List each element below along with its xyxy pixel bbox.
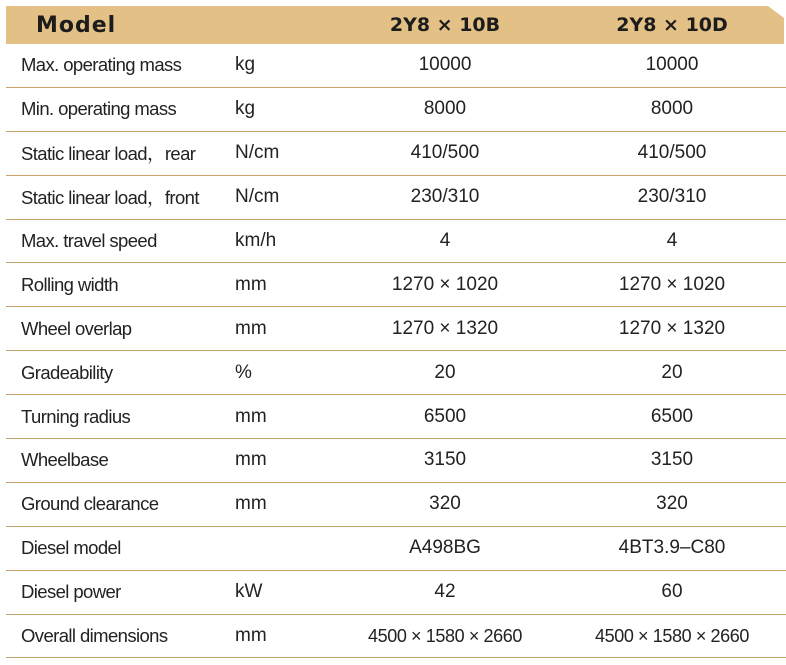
header-row bbox=[6, 6, 786, 44]
row-value-a: 8000 bbox=[423, 98, 467, 120]
header-model-a: 2Y8 × 10B bbox=[389, 14, 501, 36]
table-row bbox=[6, 483, 786, 527]
spec-rows bbox=[6, 44, 786, 658]
table-row bbox=[6, 88, 786, 132]
spec-table bbox=[6, 6, 786, 658]
row-label: Turning radius bbox=[21, 405, 131, 427]
row-value-b: 8000 bbox=[650, 98, 694, 120]
row-label: Overall dimensions bbox=[21, 625, 168, 647]
row-value-a: 6500 bbox=[423, 405, 467, 427]
table-row bbox=[6, 44, 786, 88]
row-value-a: 230/310 bbox=[410, 186, 480, 208]
row-unit: kg bbox=[235, 98, 256, 120]
row-unit: mm bbox=[235, 493, 267, 515]
row-value-b: 6500 bbox=[650, 405, 694, 427]
row-value-b: 4 bbox=[666, 230, 678, 251]
row-value-b: 410/500 bbox=[637, 142, 707, 164]
row-value-a: 320 bbox=[429, 493, 461, 515]
row-label: Min. operating mass bbox=[21, 98, 177, 120]
table-row bbox=[6, 263, 786, 307]
row-value-b: 320 bbox=[656, 493, 688, 515]
row-value-a: 20 bbox=[434, 361, 456, 383]
row-value-a: A498BG bbox=[409, 537, 481, 559]
row-label: Rolling width bbox=[21, 273, 119, 295]
row-label: Gradeability bbox=[21, 361, 113, 383]
row-unit: kg bbox=[235, 54, 256, 76]
row-value-b: 60 bbox=[661, 581, 683, 603]
row-unit: mm bbox=[235, 625, 267, 647]
row-label: Wheelbase bbox=[21, 449, 109, 471]
row-value-b: 3150 bbox=[650, 449, 694, 471]
row-label: Static linear load，front bbox=[21, 187, 199, 209]
row-label: Static linear load，rear bbox=[21, 143, 196, 165]
row-value-a: 410/500 bbox=[410, 142, 480, 164]
row-value-b: 230/310 bbox=[637, 186, 707, 208]
row-value-a: 42 bbox=[434, 581, 456, 603]
row-value-b: 20 bbox=[661, 361, 683, 383]
row-value-a: 4 bbox=[439, 230, 451, 251]
row-label: Wheel overlap bbox=[21, 317, 132, 339]
header-model-label: Model bbox=[36, 12, 117, 38]
row-unit: km/h bbox=[235, 230, 277, 251]
row-value-a: 4500 × 1580 × 2660 bbox=[368, 625, 522, 646]
row-value-b: 1270 × 1020 bbox=[618, 273, 726, 295]
table-row bbox=[6, 307, 786, 351]
row-unit: N/cm bbox=[235, 186, 280, 208]
row-unit: mm bbox=[235, 449, 267, 471]
row-value-a: 10000 bbox=[418, 54, 472, 76]
row-unit: kW bbox=[235, 581, 263, 603]
row-value-b: 4500 × 1580 × 2660 bbox=[595, 625, 749, 646]
row-value-a: 1270 × 1320 bbox=[391, 317, 499, 339]
table-row bbox=[6, 615, 786, 659]
table-row bbox=[6, 176, 786, 220]
header-model-b: 2Y8 × 10D bbox=[616, 14, 728, 36]
table-row bbox=[6, 395, 786, 439]
table-row bbox=[6, 132, 786, 176]
row-unit: N/cm bbox=[235, 142, 280, 164]
row-unit: mm bbox=[235, 317, 267, 339]
row-label: Ground clearance bbox=[21, 493, 159, 515]
row-value-a: 1270 × 1020 bbox=[391, 273, 499, 295]
row-value-a: 3150 bbox=[423, 449, 467, 471]
table-row bbox=[6, 220, 786, 264]
table-row bbox=[6, 527, 786, 571]
row-label: Max. travel speed bbox=[21, 230, 157, 251]
row-label: Diesel power bbox=[21, 581, 121, 603]
row-unit: % bbox=[235, 361, 252, 383]
row-value-b: 1270 × 1320 bbox=[618, 317, 726, 339]
row-unit: mm bbox=[235, 405, 267, 427]
table-row bbox=[6, 351, 786, 395]
table-row bbox=[6, 439, 786, 483]
row-value-b: 4BT3.9–C80 bbox=[618, 537, 726, 559]
row-unit: mm bbox=[235, 273, 267, 295]
row-value-b: 10000 bbox=[645, 54, 699, 76]
row-label: Diesel model bbox=[21, 537, 121, 559]
table-row bbox=[6, 571, 786, 615]
row-label: Max. operating mass bbox=[21, 54, 182, 76]
